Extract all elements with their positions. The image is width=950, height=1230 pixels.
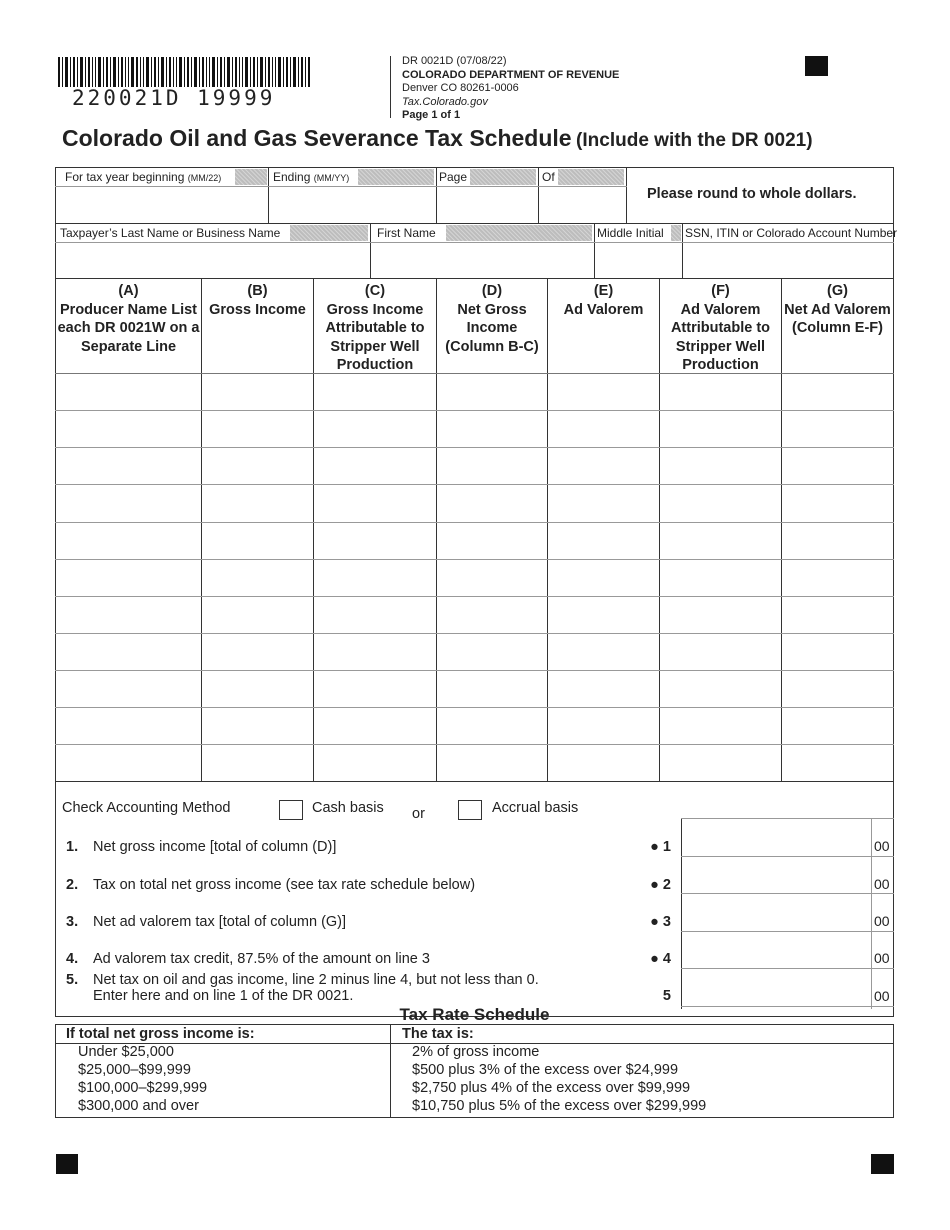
line-3-number: 3. bbox=[66, 914, 79, 930]
line-2-text: Tax on total net gross income (see tax rate schedule below) bbox=[93, 877, 476, 893]
line-5-input[interactable] bbox=[683, 970, 870, 1006]
rate-tax: $10,750 plus 5% of the excess over $299,999 bbox=[412, 1098, 707, 1114]
line-3-text: Net ad valorem tax [total of column (G)] bbox=[93, 914, 347, 930]
header-divider bbox=[390, 56, 391, 118]
title-sub: (Include with the DR 0021) bbox=[576, 130, 813, 151]
rate-col1-header: If total net gross income is: bbox=[66, 1026, 255, 1042]
header-info bbox=[402, 55, 619, 123]
agency-name: COLORADO DEPARTMENT OF REVENUE bbox=[402, 68, 620, 81]
tax-year-begin-input[interactable] bbox=[57, 188, 267, 222]
line-2-ref: ● 2 bbox=[650, 877, 671, 893]
line-5-text: Net tax on oil and gas income, line 2 minus line 4, but not less than 0. bbox=[93, 972, 539, 988]
barcode bbox=[58, 57, 310, 87]
table-row[interactable] bbox=[56, 374, 893, 410]
rate-tax: $500 plus 3% of the excess over $24,999 bbox=[412, 1062, 679, 1078]
table-row[interactable] bbox=[56, 485, 893, 521]
line-1-text: Net gross income [total of column (D)] bbox=[93, 839, 337, 855]
ending-input[interactable] bbox=[270, 188, 435, 222]
first-name-input[interactable] bbox=[372, 244, 593, 277]
table-row[interactable] bbox=[56, 597, 893, 633]
col-e-header: (E) Ad Valorem bbox=[563, 283, 644, 318]
registration-mark-bottom-right bbox=[871, 1154, 894, 1174]
rate-income: $100,000–$299,999 bbox=[78, 1080, 208, 1096]
agency-address: Denver CO 80261-0006 bbox=[402, 82, 519, 94]
title-main: Colorado Oil and Gas Severance Tax Schedule bbox=[62, 125, 572, 151]
table-row[interactable] bbox=[56, 560, 893, 596]
col-f-header: (F) Ad Valorem Attributable to Stripper Well Production bbox=[670, 283, 771, 373]
registration-mark-bottom-left bbox=[56, 1154, 78, 1174]
or-label: or bbox=[412, 806, 425, 822]
line-2-cents: 00 bbox=[874, 876, 890, 892]
of-label: Of bbox=[542, 170, 555, 184]
table-row[interactable] bbox=[56, 411, 893, 447]
col-a-header: (A) Producer Name List each DR 0021W on a Separate Line bbox=[57, 283, 200, 355]
line-4-number: 4. bbox=[66, 951, 79, 967]
page-input[interactable] bbox=[438, 188, 537, 222]
line-5-cents: 00 bbox=[874, 988, 890, 1004]
col-d-header: (D) Net Gross Income (Column B-C) bbox=[445, 283, 539, 355]
round-note: Please round to whole dollars. bbox=[647, 186, 857, 202]
cash-basis-label: Cash basis bbox=[312, 800, 384, 816]
line-3-ref: ● 3 bbox=[650, 914, 671, 930]
line-1-cents: 00 bbox=[874, 838, 890, 854]
col-c-header: (C) Gross Income Attributable to Stripper Well Production bbox=[325, 283, 425, 373]
middle-initial-label: Middle Initial bbox=[597, 226, 664, 240]
middle-initial-input[interactable] bbox=[596, 244, 681, 277]
line-4-ref: ● 4 bbox=[650, 951, 671, 967]
rate-schedule-title: Tax Rate Schedule bbox=[399, 1005, 550, 1024]
col-b-header: (B) Gross Income bbox=[209, 283, 306, 318]
last-name-input[interactable] bbox=[57, 244, 369, 277]
shade bbox=[235, 169, 267, 185]
line-1-ref: ● 1 bbox=[650, 839, 671, 855]
accrual-basis-label: Accrual basis bbox=[492, 800, 579, 816]
barcode-number: 220021D 19999 bbox=[72, 86, 276, 110]
accrual-basis-checkbox[interactable] bbox=[458, 800, 482, 820]
rate-col2-header: The tax is: bbox=[402, 1026, 474, 1042]
line-1-number: 1. bbox=[66, 839, 79, 855]
of-input[interactable] bbox=[540, 188, 625, 222]
line-3-input[interactable] bbox=[683, 895, 870, 930]
table-row[interactable] bbox=[56, 448, 893, 484]
ending-label: Ending (MM/YY) bbox=[273, 170, 350, 184]
agency-website: Tax.Colorado.gov bbox=[402, 95, 488, 108]
ssn-label: SSN, ITIN or Colorado Account Number bbox=[685, 226, 898, 240]
cash-basis-checkbox[interactable] bbox=[279, 800, 303, 820]
page-title bbox=[62, 125, 813, 152]
line-2-number: 2. bbox=[66, 877, 79, 893]
rate-income: $25,000–$99,999 bbox=[78, 1062, 191, 1078]
registration-mark-top-right bbox=[805, 56, 828, 76]
table-row[interactable] bbox=[56, 523, 893, 559]
line-4-input[interactable] bbox=[683, 933, 870, 967]
table-row[interactable] bbox=[56, 708, 893, 744]
rate-income: Under $25,000 bbox=[78, 1044, 174, 1060]
rate-tax: 2% of gross income bbox=[412, 1044, 540, 1060]
line-4-cents: 00 bbox=[874, 950, 890, 966]
page-label: Page bbox=[439, 170, 468, 184]
form-id: DR 0021D (07/08/22) bbox=[402, 55, 507, 67]
last-name-label: Taxpayer’s Last Name or Business Name bbox=[60, 226, 281, 240]
rate-income: $300,000 and over bbox=[78, 1098, 199, 1114]
col-g-header: (G) Net Ad Valorem (Column E-F) bbox=[784, 283, 891, 336]
accounting-method-label: Check Accounting Method bbox=[62, 800, 231, 816]
table-row[interactable] bbox=[56, 745, 893, 781]
line-3-cents: 00 bbox=[874, 913, 890, 929]
page-info: Page 1 of 1 bbox=[402, 109, 461, 121]
barcode-bars bbox=[58, 57, 310, 87]
line-5-text-continued: Enter here and on line 1 of the DR 0021. bbox=[93, 988, 354, 1004]
first-name-label: First Name bbox=[377, 226, 436, 240]
tax-year-begin-label: For tax year beginning (MM/22) bbox=[65, 170, 222, 184]
line-5-number: 5. bbox=[66, 972, 79, 988]
table-row[interactable] bbox=[56, 671, 893, 707]
table-row[interactable] bbox=[56, 634, 893, 670]
line-1-input[interactable] bbox=[683, 820, 870, 856]
line-2-input[interactable] bbox=[683, 858, 870, 893]
rate-tax: $2,750 plus 4% of the excess over $99,999 bbox=[412, 1080, 691, 1096]
line-4-text: Ad valorem tax credit, 87.5% of the amount on line 3 bbox=[93, 951, 430, 967]
ssn-input[interactable] bbox=[684, 244, 893, 277]
line-5-ref: 5 bbox=[662, 988, 671, 1004]
